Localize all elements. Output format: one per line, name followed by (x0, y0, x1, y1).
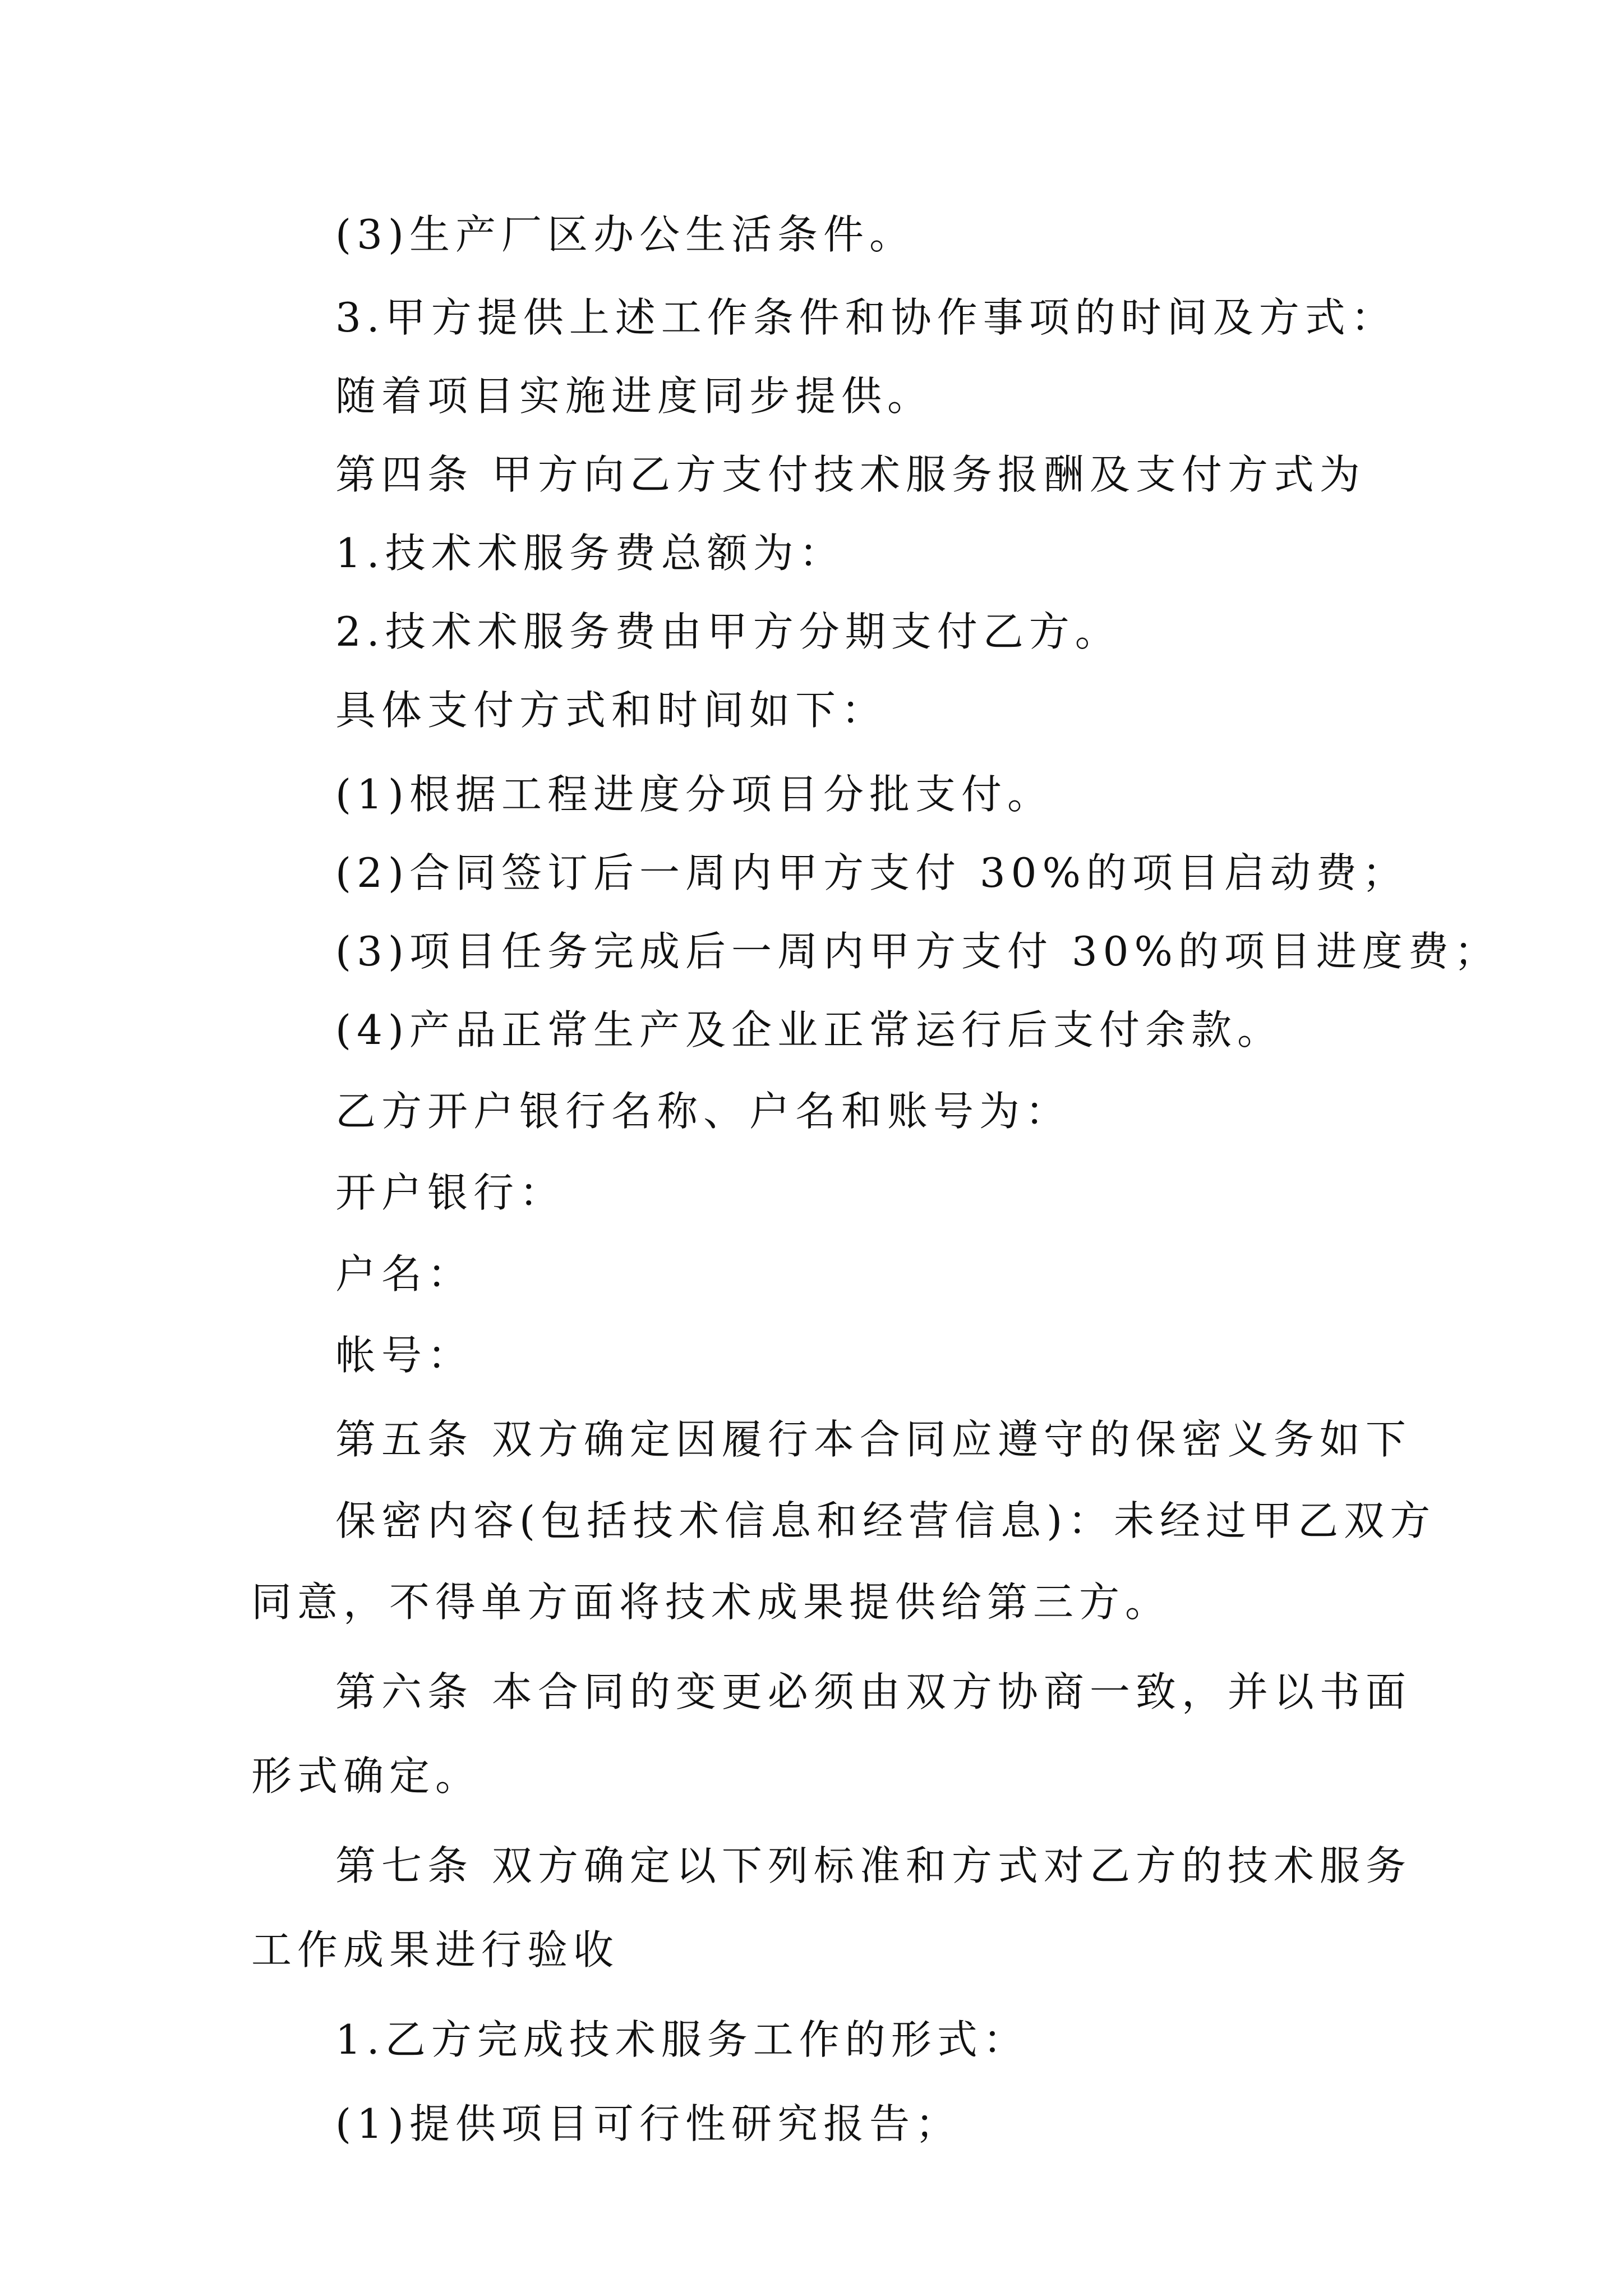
text-line: (4)产品正常生产及企业正常运行后支付余款。 (335, 1006, 1283, 1053)
text-line: 3.甲方提供上述工作条件和协作事项的时间及方式： (335, 294, 1397, 341)
text-line: 保密内容(包括技术信息和经营信息)：未经过甲乙双方 (335, 1497, 1436, 1544)
text-line: 同意，不得单方面将技术成果提供给第三方。 (251, 1579, 1172, 1626)
article-heading: 第七条 双方确定以下列标准和方式对乙方的技术服务 (335, 1842, 1412, 1889)
text-line: 形式确定。 (251, 1752, 482, 1800)
text-line: (2)合同签订后一周内甲方支付 30%的项目启动费； (335, 849, 1408, 896)
text-line: 乙方开户银行名称、户名和账号为： (335, 1088, 1072, 1135)
article-heading: 第四条 甲方向乙方支付技术服务报酬及支付方式为 (335, 451, 1366, 498)
text-line: 工作成果进行验收 (251, 1926, 620, 1973)
text-line: 随着项目实施进度同步提供。 (335, 372, 934, 420)
text-line: (3)生产厂区办公生活条件。 (335, 211, 915, 258)
text-line: 1.技术术服务费总额为： (335, 530, 845, 577)
text-line: (1)提供项目可行性研究报告； (335, 2100, 961, 2147)
text-line: 开户银行： (335, 1169, 566, 1216)
article-heading: 第六条 本合同的变更必须由双方协商一致，并以书面 (335, 1668, 1412, 1715)
text-line: 户名： (335, 1250, 474, 1297)
article-heading: 第五条 双方确定因履行本合同应遵守的保密义务如下 (335, 1416, 1412, 1463)
text-line: (1)根据工程进度分项目分批支付。 (335, 771, 1053, 818)
text-line: 具体支付方式和时间如下： (335, 687, 888, 734)
text-line: 帐号： (335, 1332, 474, 1379)
text-line: 1.乙方完成技术服务工作的形式： (335, 2016, 1029, 2063)
text-line: 2.技术术服务费由甲方分期支付乙方。 (335, 608, 1121, 655)
text-line: (3)项目任务完成后一周内甲方支付 30%的项目进度费； (335, 928, 1500, 975)
